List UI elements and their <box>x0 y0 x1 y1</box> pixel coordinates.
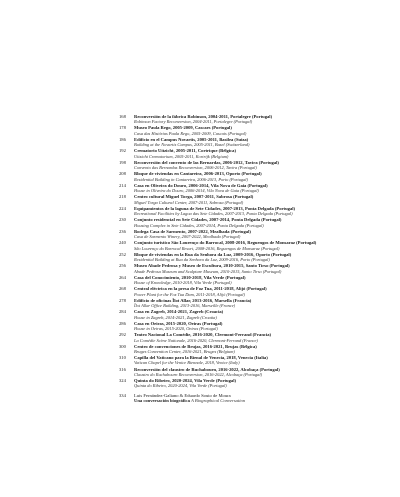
toc-title-spanish: Centro cultural Miguel Torga, 2007-2011, Sabrosa (Portugal) <box>134 194 254 200</box>
toc-title-spanish: Museo Abade Pedrosa y Museo de Escultura, 2010-2015, Santo Tirso (Portugal) <box>134 263 290 269</box>
toc-title-english: House in Zagreb, 2014-2021, Zagreb (Croatia) <box>134 314 217 320</box>
toc-entry <box>119 240 379 250</box>
table-of-contents <box>119 114 379 404</box>
toc-page-number: 198 <box>119 159 126 165</box>
toc-title-spanish: Crematorio Uitzicht, 2005-2011, Cortrique (Bélgica) <box>134 148 236 154</box>
closing-title-english: A Biographical Conversation <box>191 397 246 403</box>
toc-title-english: Claustro do Ruchabourn Reconversion, 2016-2022, Alcobaça (Portugal) <box>134 371 263 377</box>
toc-entry-text <box>134 217 379 227</box>
toc-entry <box>119 263 379 273</box>
toc-title-spanish: Bloque de viviendas en la Rua da Senhora da Luz, 2009-2016, Oporto (Portugal) <box>134 251 292 257</box>
toc-entry-text <box>134 206 379 216</box>
toc-page-number: 236 <box>119 228 126 234</box>
toc-entry-text <box>134 229 379 239</box>
toc-entry-text <box>134 309 379 319</box>
toc-page-number: 300 <box>119 343 126 349</box>
toc-title-spanish: Casa del Conocimiento, 2010-2018, Vila Verde (Portugal) <box>134 274 246 280</box>
toc-page-number: 168 <box>119 114 126 119</box>
toc-page-number: 286 <box>119 320 126 326</box>
toc-entry-text <box>134 240 379 250</box>
toc-entry-text <box>134 194 379 204</box>
toc-page-number: 240 <box>119 240 126 246</box>
toc-entry <box>119 183 379 193</box>
toc-title-spanish: Museo Paula Rego, 2005-2009, Cascaes (Portugal) <box>134 125 232 131</box>
toc-entry-text <box>134 393 379 404</box>
toc-entry <box>119 286 379 296</box>
toc-title-english: Casa de Sarmento Winery, 2007-2022, Mealhada (Portugal) <box>134 234 241 240</box>
toc-page-number: 214 <box>119 182 126 188</box>
toc-page-number: 316 <box>119 366 126 372</box>
toc-title-english: Residential Building in Cantareira, 2006-2013, Porto (Portugal) <box>134 176 248 182</box>
toc-page-number: 268 <box>119 286 126 292</box>
toc-entry <box>119 367 379 377</box>
toc-title-english: Uitzicht Crematorium, 2005-2011, Kortrijk (Belgium) <box>134 153 229 159</box>
toc-title-english: Miguel Torga Cultural Center, 2007-2011, Sabrosa (Portugal) <box>134 199 244 205</box>
toc-entry-text <box>134 355 379 365</box>
toc-entry <box>119 160 379 170</box>
toc-title-spanish: Reconversión del claustro de Ruchabourn, 2016-2022, Alcobaça (Portugal) <box>134 366 280 372</box>
toc-page-number: 186 <box>119 136 126 142</box>
toc-entry-text <box>134 125 379 135</box>
toc-entry <box>119 137 379 147</box>
toc-title-english: Abade Pedrosa Museum and Sculpture Museum, 2010-2015, Santo Tirso (Portugal) <box>134 268 282 274</box>
toc-entry <box>119 114 379 124</box>
toc-title-spanish: Quinta do Ribeiro, 2020-2024, Vila Verde (Portugal) <box>134 378 236 384</box>
toc-title-spanish: Teatro Nacional La Comédie, 2016-2020, Clermont-Ferrand (Francia) <box>134 332 272 338</box>
toc-entry <box>119 125 379 135</box>
toc-title-spanish: Edificio de oficinas Îlot Allar, 2013-2016, Marsella (Francia) <box>134 297 252 303</box>
toc-entry <box>119 206 379 216</box>
toc-page-number: 178 <box>119 125 126 131</box>
toc-page-number: 230 <box>119 217 126 223</box>
toc-entry-text <box>134 378 379 388</box>
toc-entry <box>119 344 379 354</box>
toc-entry <box>119 252 379 262</box>
toc-entry-text <box>134 148 379 158</box>
toc-page-number: 264 <box>119 274 126 280</box>
toc-entry-text <box>134 367 379 377</box>
toc-title-english: Îlot Allar Office Building, 2013-2016, Marseille (France) <box>134 303 236 309</box>
toc-entry-text <box>134 298 379 308</box>
toc-entry-text <box>134 286 379 296</box>
toc-title-spanish: Equipamientos de la laguna de Sete Cidades, 2007-2013, Ponta Delgada (Portugal) <box>134 205 296 211</box>
toc-entry-text <box>134 344 379 354</box>
toc-title-spanish: Reconversión de la fábrica Robinson, 2004-2011, Portalegre (Portugal) <box>134 114 273 119</box>
toc-title-english: Convento das Bernardas Reconversion, 2006-2012, Tavira (Portugal) <box>134 165 257 171</box>
toc-title-english: Bruges Convention Center, 2016-2021, Bruges (Belgium) <box>134 348 235 354</box>
toc-entry <box>119 355 379 365</box>
toc-page-number: 218 <box>119 194 126 200</box>
toc-entry <box>119 148 379 158</box>
toc-title-english: Residential Building at Rua da Senhora da Luz, 2009-2016, Porto (Portugal) <box>134 257 270 263</box>
toc-closing-entry <box>119 393 379 404</box>
toc-title-spanish: Casa en Oeiras, 2015-2020, Oeiras (Portugal) <box>134 320 223 326</box>
closing-title-line <box>134 398 379 403</box>
toc-title-english: Recreational Facilities by Lagoa das Sete Cidades, 2007-2013, Ponta Delgada (Portugal) <box>134 211 293 217</box>
toc-entry <box>119 194 379 204</box>
toc-title-spanish: Reconversión del convento de las Bernardas, 2006-2012, Tavira (Portugal) <box>134 159 279 165</box>
toc-title-english: Vatican Chapel for the Venice Biennale, 2018, Venice (Italy) <box>134 360 240 366</box>
toc-title-english: Housing Complex in Sete Cidades, 2007-2014, Ponta Delgada (Portugal) <box>134 222 264 228</box>
toc-title-spanish: Conjunto turístico São Lourenço do Barrocal, 2008-2016, Reguengos de Monsaraz (Portugal) <box>134 240 317 246</box>
toc-title-spanish: Edificio en el Campus Novartis, 2005-2011, Basilea (Suiza) <box>134 136 249 142</box>
toc-title-english: Quinta do Ribeiro, 2020-2024, Vila Verde (Portugal) <box>134 383 227 389</box>
toc-page-number: 324 <box>119 378 126 384</box>
toc-entry-text <box>134 171 379 181</box>
toc-title-spanish: Central eléctrica en la presa de Foz Tua, 2011-2018, Alijó (Portugal) <box>134 286 267 292</box>
toc-title-english: Casa das Histórias Paula Rego, 2005-2009, Cascais (Portugal) <box>134 130 247 136</box>
toc-entry-text <box>134 160 379 170</box>
toc-entry-text <box>134 263 379 273</box>
toc-page-number: 252 <box>119 251 126 257</box>
toc-page-number: 192 <box>119 148 126 154</box>
toc-title-english: House in Oeiras, 2015-2020, Oeiras (Portugal) <box>134 326 218 332</box>
toc-title-spanish: Capilla del Vaticano para la Bienal de Venecia, 2018, Venecia (Italia) <box>134 355 268 361</box>
toc-title-spanish: Bodega Casa de Sarmento, 2007-2022, Mealhada (Portugal) <box>134 228 251 234</box>
toc-page-number: 208 <box>119 171 126 177</box>
toc-entry-text <box>134 252 379 262</box>
toc-title-english: Building at the Novartis Campus, 2005-2011, Basel (Switzerland) <box>134 142 250 148</box>
toc-title-english: La Comédie Scène Nationale, 2016-2020, Clermont-Ferrand (France) <box>134 337 258 343</box>
toc-title-spanish: Centro de convenciones de Brujas, 2016-2021, Brujas (Bélgica) <box>134 343 257 349</box>
toc-entry <box>119 229 379 239</box>
toc-entry-text <box>134 275 379 285</box>
toc-title-spanish: Conjunto residencial en Sete Cidades, 2007-2014, Ponta Delgada (Portugal) <box>134 217 282 223</box>
toc-title-spanish: Bloque de viviendas en Cantareira, 2006-2013, Oporto (Portugal) <box>134 171 262 177</box>
toc-entry <box>119 309 379 319</box>
closing-title-spanish: Una conversación biográfica <box>134 397 190 403</box>
toc-entry <box>119 217 379 227</box>
toc-page-number: 256 <box>119 263 126 269</box>
toc-entry-text <box>134 321 379 331</box>
toc-page-number: 224 <box>119 205 126 211</box>
toc-entry-text <box>134 332 379 342</box>
toc-page-number: 292 <box>119 332 126 338</box>
toc-page-number: 284 <box>119 309 126 315</box>
toc-entry <box>119 321 379 331</box>
toc-entry <box>119 275 379 285</box>
closing-authors: Luis Fernández-Galiano & Eduardo Souto de Moura <box>134 392 231 398</box>
toc-entry <box>119 298 379 308</box>
toc-entry-text <box>134 183 379 193</box>
toc-page-number: 310 <box>119 355 126 361</box>
toc-title-english: Power Plant for the Foz Tua Dam, 2011-2018, Alijó (Portugal) <box>134 291 245 297</box>
toc-title-english: São Lourenço do Barrocal Resort, 2008-2016, Reguengos de Monsaraz (Portugal) <box>134 245 280 251</box>
toc-title-english: House of Knowledge, 2010-2018, Vila Verde (Portugal) <box>134 280 232 286</box>
toc-entry-text <box>134 114 379 124</box>
toc-page-number: 278 <box>119 297 126 303</box>
toc-title-spanish: Casa en Oliveira do Douro, 2006-2014, Vila Nova de Gaia (Portugal) <box>134 182 268 188</box>
toc-entry <box>119 171 379 181</box>
toc-entry <box>119 332 379 342</box>
toc-title-english: House in Oliveira do Douro, 2006-2014, Vila Nova de Gaia (Portugal) <box>134 188 259 194</box>
toc-entry-text <box>134 137 379 147</box>
toc-entry <box>119 378 379 388</box>
toc-page-number: 334 <box>119 392 126 398</box>
toc-title-english: Robinson Factory Reconversion, 2004-2011, Portalegre (Portugal) <box>134 119 253 125</box>
toc-title-spanish: Casa en Zagreb, 2014-2021, Zagreb (Croacia) <box>134 309 224 315</box>
